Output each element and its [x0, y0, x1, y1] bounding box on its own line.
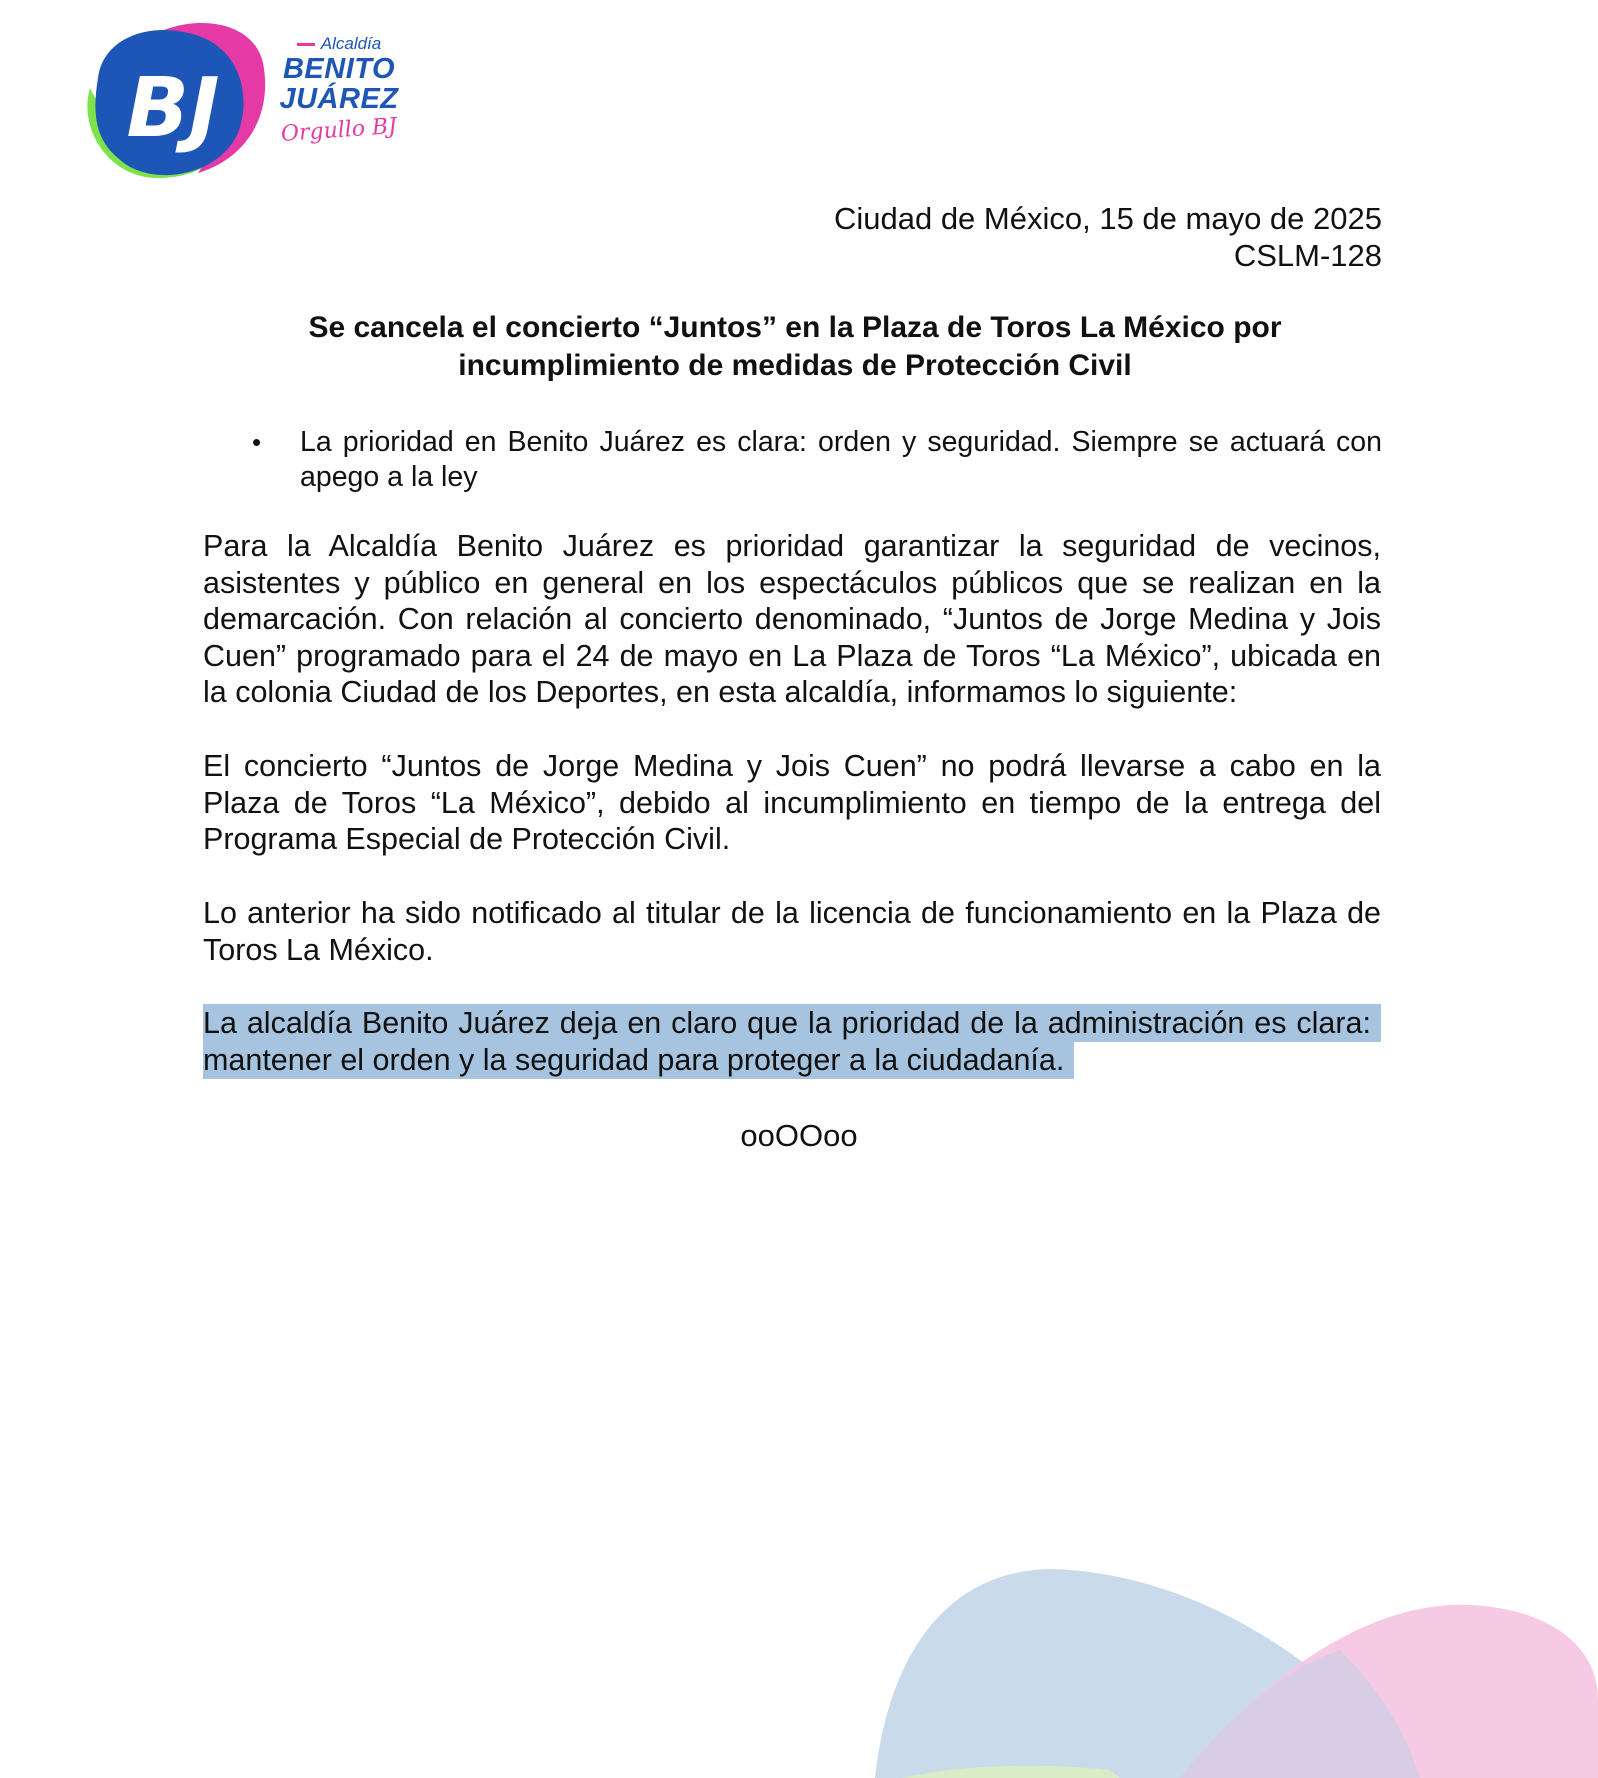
paragraph-2: El concierto “Juntos de Jorge Medina y Jois Cuen” no podrá llevarse a cabo en la Plaza de Toros “La México”, debido al incumplimiento en tiempo de la entrega del Programa Especial de Protección Civil. [203, 749, 1381, 856]
closing-mark: ooOOoo [740, 1118, 858, 1153]
bj-monogram-icon [78, 18, 268, 183]
paragraph-1: Para la Alcaldía Benito Juárez es prioridad garantizar la seguridad de vecinos, asistentes y público en general en los espectáculos públicos que se realizan en la demarcación. Con relación al concierto denominado, “Juntos de Jorge Medina y Jois Cuen” programado para el 24 de mayo en La Plaza de Toros “La México”, ubicada en la colonia Ciudad de los Deportes, en esta alcaldía, informamos lo siguiente: [203, 529, 1381, 709]
alcaldia-logo [78, 18, 408, 183]
headline-line-2: incumplimiento de medidas de Protección Civil [458, 349, 1132, 382]
logo-monogram: BJ [126, 61, 220, 156]
dateline: Ciudad de México, 15 de mayo de 2025 [833, 201, 1382, 236]
bullet-dot-icon: • [252, 427, 262, 457]
deco-pink-shape [1180, 1605, 1598, 1778]
headline-line-1: Se cancela el concierto “Juntos” en la Plaza de Toros La México por [308, 311, 1282, 344]
logo-wordmark [264, 34, 414, 148]
paragraph-3: Lo anterior ha sido notificado al titular de la licencia de funcionamiento en la Plaza de Toros La México. [203, 896, 1381, 967]
logo-tagline: Orgullo BJ [280, 113, 398, 148]
bullet-text: La prioridad en Benito Juárez es clara: orden y seguridad. Siempre se actuará con apego a la ley [300, 426, 1382, 493]
page-title [230, 309, 1360, 385]
deco-blue-shape [875, 1569, 1420, 1778]
logo-line-2: JUÁREZ [279, 83, 399, 115]
deco-overlap-shape [1180, 1650, 1420, 1778]
dateline-block [834, 200, 1382, 274]
highlighted-paragraph: La alcaldía Benito Juárez deja en claro que la prioridad de la administración es clara: mantener el orden y la seguridad para proteger a la ciudadanía. [203, 1004, 1381, 1079]
logo-alcaldia-label: Alcaldía [320, 34, 382, 53]
deco-green-shape [900, 1766, 1120, 1778]
highlighted-paragraph-block [203, 1005, 1381, 1078]
logo-line-1: BENITO [282, 53, 396, 85]
logo-bar [297, 43, 315, 46]
document-code: CSLM-128 [1233, 238, 1382, 273]
